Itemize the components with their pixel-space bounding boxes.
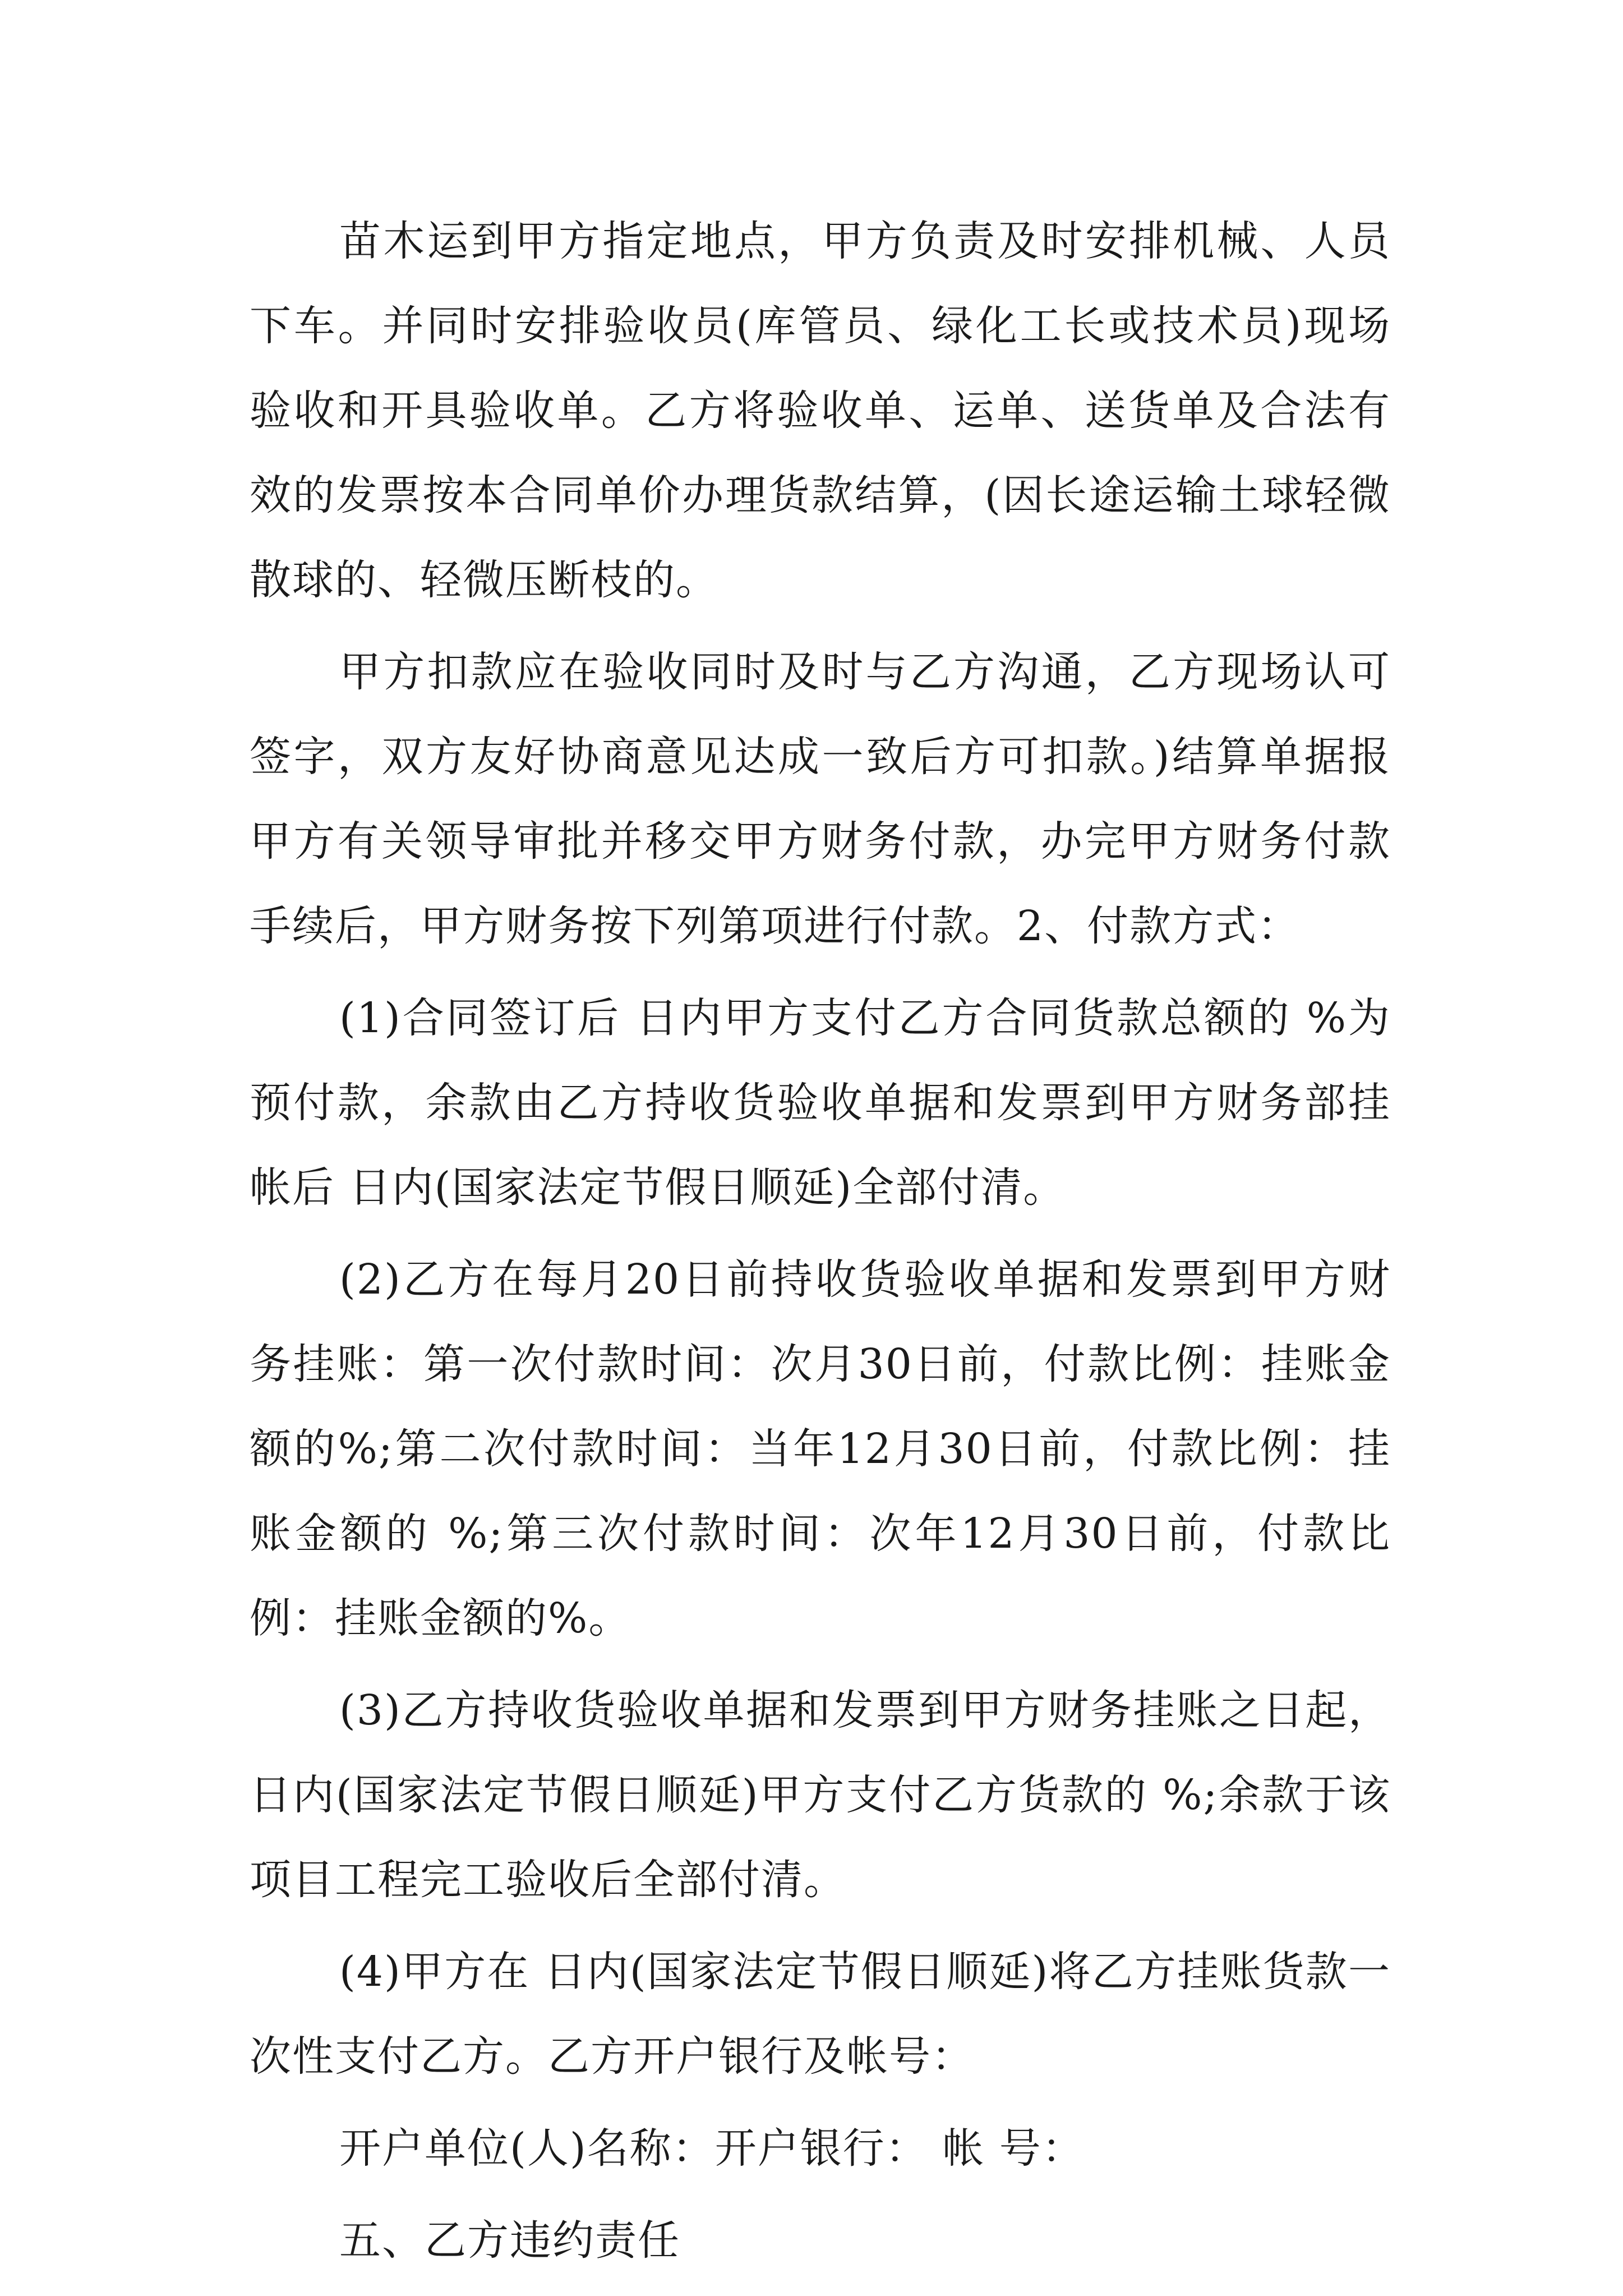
paragraph-deduction-settlement: 甲方扣款应在验收同时及时与乙方沟通，乙方现场认可签字，双方友好协商意见达成一致后方可扣款。)结算单据报甲方有关领导审批并移交甲方财务付款，办完甲方财务付款手续后，甲方财务按下列第项进行付款。2、付款方式： (250, 648, 1391, 950)
paragraph-payment-option-2: (2)乙方在每月20日前持收货验收单据和发票到甲方财务挂账：第一次付款时间：次月30日前，付款比例：挂账金额的%;第二次付款时间：当年12月30日前，付款比例：挂账金额的 %;第三次付款时间：次年12月30日前，付款比例：挂账金额的%。 (250, 1255, 1391, 1642)
paragraph-payment-option-3: (3)乙方持收货验收单据和发票到甲方财务挂账之日起，日内(国家法定节假日顺延)甲方支付乙方货款的 %;余款于该项目工程完工验收后全部付清。 (250, 1686, 1391, 1904)
paragraph-bank-account: 开户单位(人)名称：开户银行： 帐 号： (339, 2124, 1085, 2173)
document-body (250, 199, 1391, 2290)
paragraph-payment-option-1: (1)合同签订后 日内甲方支付乙方合同货款总额的 %为预付款，余款由乙方持收货验收单据和发票到甲方财务部挂帐后 日内(国家法定节假日顺延)全部付清。 (250, 994, 1391, 1212)
paragraph-delivery-acceptance: 苗木运到甲方指定地点，甲方负责及时安排机械、人员下车。并同时安排验收员(库管员、绿化工长或技术员)现场验收和开具验收单。乙方将验收单、运单、送货单及合法有效的发票按本合同单价办理货款结算，(因长途运输土球轻微散球的、轻微压断枝的。 (250, 217, 1391, 604)
paragraph-payment-option-4: (4)甲方在 日内(国家法定节假日顺延)将乙方挂账货款一次性支付乙方。乙方开户银行及帐号： (250, 1948, 1391, 2081)
section-heading-breach: 五、乙方违约责任 (339, 2216, 680, 2265)
